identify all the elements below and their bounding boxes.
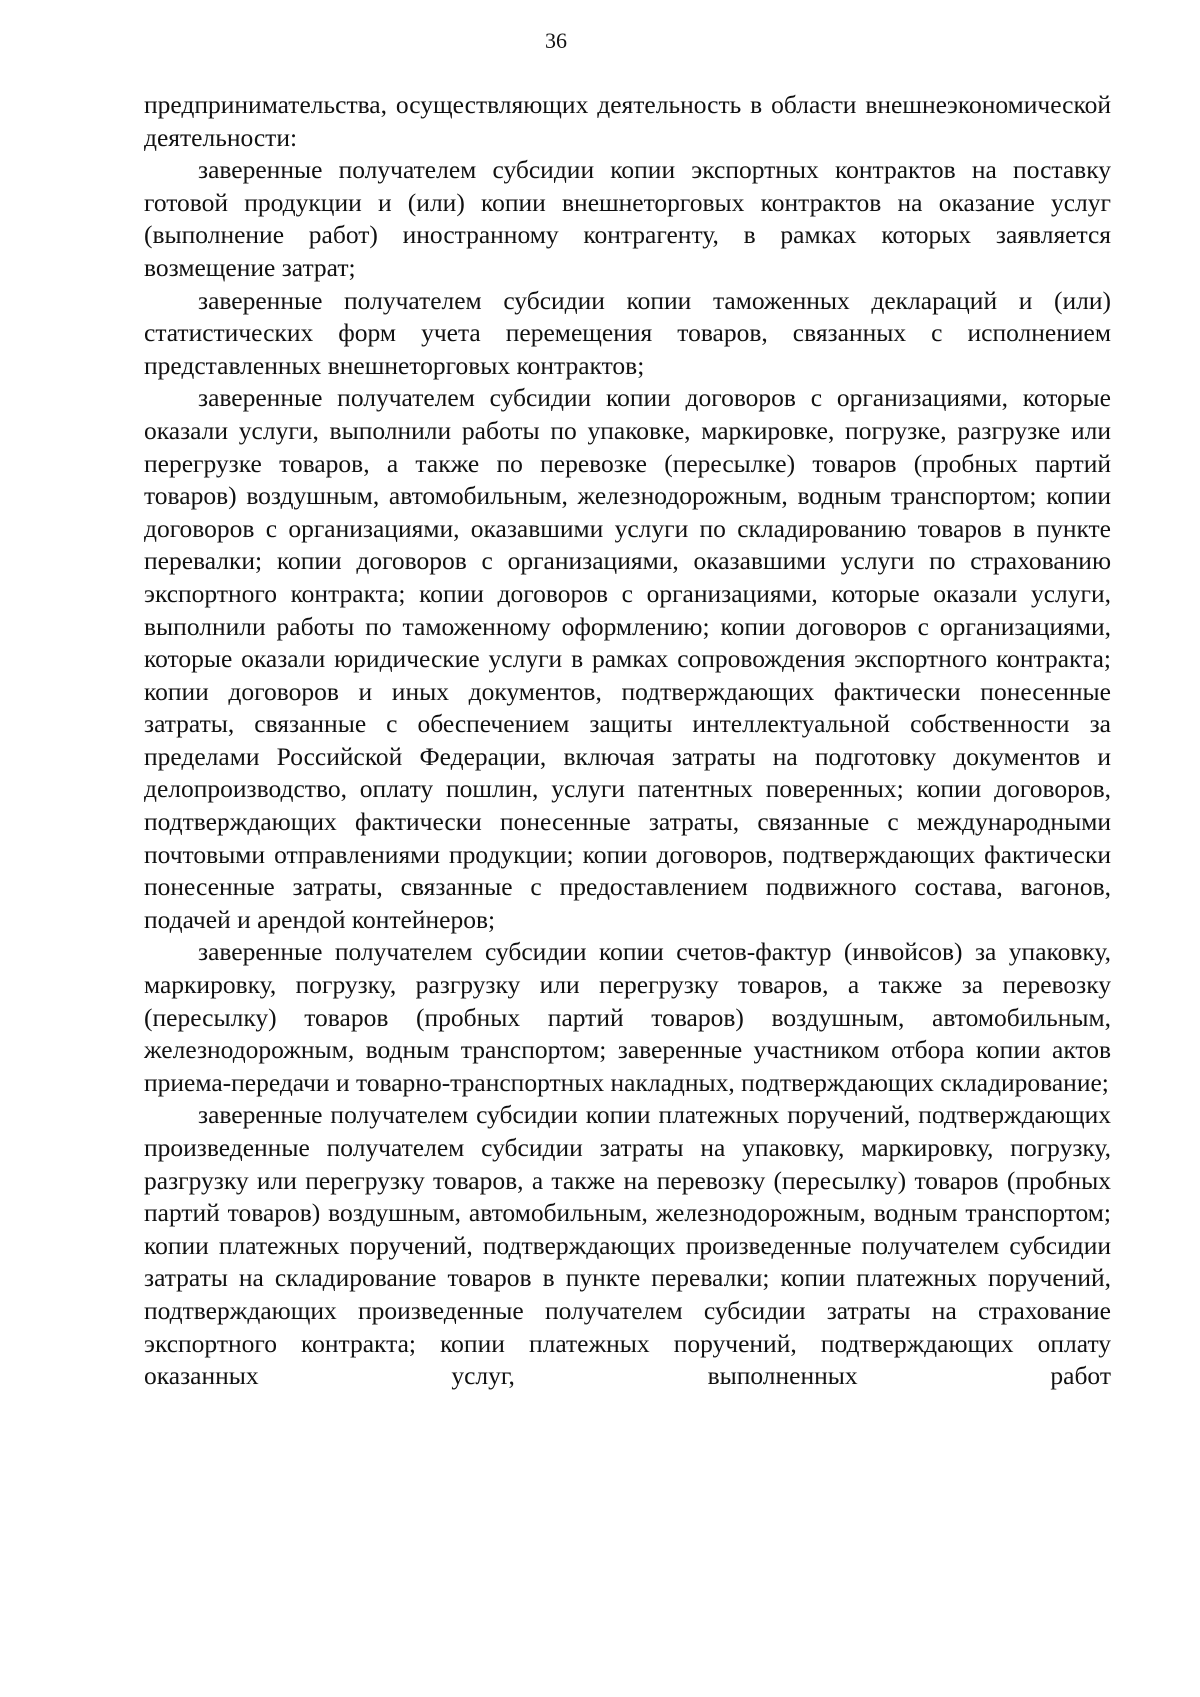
paragraph-customs-declarations: заверенные получателем субсидии копии таможенных деклараций и (или) статистических форм учета перемещения товаров, связанных с исполнением представленных внешнеторговых контрактов; (144, 285, 1111, 380)
paragraph-payment-orders: заверенные получателем субсидии копии платежных поручений, подтверждающих произведенные получателем субсидии затраты на упаковку, маркировку, погрузку, разгрузку или перегрузку товаров, а также на перевозку (пересылку) товаров (пробных партий товаров) воздушным, автомобильным, железнодорожным, водным транспортом; копии платежных поручений, подтверждающих произведенные получателем субсидии затраты на складирование товаров в пункте перевалки; копии платежных поручений, подтверждающих произведенные получателем субсидии затраты на страхование экспортного контракта; копии платежных поручений, подтверждающих оплату оказанных услуг, выполненных работ (144, 1100, 1111, 1391)
document-body (144, 89, 1111, 1393)
paragraph-invoices: заверенные получателем субсидии копии счетов-фактур (инвойсов) за упаковку, маркировку, погрузку, разгрузку или перегрузку товаров, а также за перевозку (пересылку) товаров (пробных партий товаров) воздушным, автомобильным, железнодорожным, водным транспортом; заверенные участником отбора копии актов приема-передачи и товарно-транспортных накладных, подтверждающих складирование; (144, 937, 1111, 1097)
paragraph-continuation: предпринимательства, осуществляющих деятельность в области внешнеэкономической деятельности: (144, 90, 1111, 152)
paragraph-service-contracts: заверенные получателем субсидии копии договоров с организациями, которые оказали услуги, выполнили работы по упаковке, маркировке, погрузке, разгрузке или перегрузке товаров, а также по перевозке (пересылке) товаров (пробных партий товаров) воздушным, автомобильным, железнодорожным, водным транспортом; копии договоров с организациями, оказавшими услуги по складированию товаров в пункте перевалки; копии договоров с организациями, оказавшими услуги по страхованию экспортного контракта; копии договоров с организациями, которые оказали услуги, выполнили работы по таможенному оформлению; копии договоров с организациями, которые оказали юридические услуги в рамках сопровождения экспортного контракта; копии договоров и иных документов, подтверждающих фактически понесенные затраты, связанные с обеспечением защиты интеллектуальной собственности за пределами Российской Федерации, включая затраты на подготовку документов и делопроизводство, оплату пошлин, услуги патентных поверенных; копии договоров, подтверждающих фактически понесенные затраты, связанные с международными почтовыми отправлениями продукции; копии договоров, подтверждающих фактически понесенные затраты, связанные с предоставлением подвижного состава, вагонов, подачей и арендой контейнеров; (144, 383, 1111, 934)
page-number: 36 (545, 28, 567, 53)
paragraph-export-contracts: заверенные получателем субсидии копии экспортных контрактов на поставку готовой продукции и (или) копии внешнеторговых контрактов на оказание услуг (выполнение работ) иностранному контрагенту, в рамках которых заявляется возмещение затрат; (144, 155, 1111, 282)
